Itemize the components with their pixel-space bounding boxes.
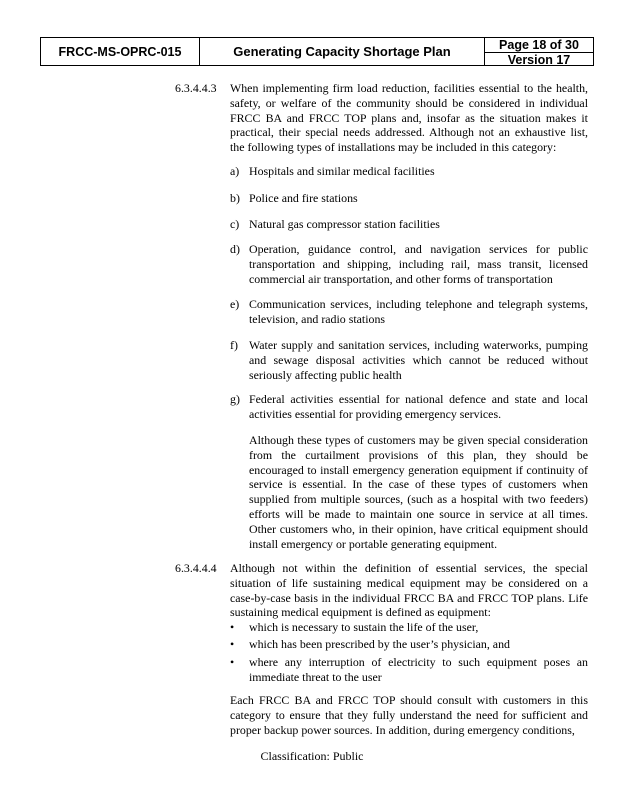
list-text: Communication services, including telephone and telegraph systems, television, and radio stations <box>249 297 588 326</box>
list-text: Operation, guidance control, and navigation services for public transportation and shipping, including rail, mass transit, licensed commercial air transportation, and other forms of transportation <box>249 242 588 286</box>
section-paragraph: When implementing firm load reduction, facilities essential to the health, safety, or welfare of the community should be considered in individual FRCC BA and FRCC TOP plans and, insofar as the situation makes it practical, their special needs addressed. Although not an exhaustive list, the following types of installations may be included in this category: <box>230 81 588 155</box>
section-number: 6.3.4.4.4 <box>175 561 217 575</box>
bullet-icon: • <box>230 637 235 651</box>
page-version-cell <box>485 38 593 65</box>
list-label: e) <box>230 297 240 311</box>
doc-title: Generating Capacity Shortage Plan <box>200 38 485 65</box>
list-label: g) <box>230 392 240 406</box>
list-text: Water supply and sanitation services, including waterworks, pumping and sewage disposal activities which cannot be reduced without seriously affecting public health <box>249 338 588 382</box>
list-text: Natural gas compressor station facilities <box>249 217 440 231</box>
document-header <box>40 37 594 66</box>
doc-id: FRCC-MS-OPRC-015 <box>41 38 200 65</box>
followup-paragraph: Although these types of customers may be given special consideration from the curtailment provisions of this plan, they should be encouraged to install emergency generation equipment if continuity of service is essential. In the case of these types of customers when supplied from multiple sources, (such as a hospital with two feeders) efforts will be made to maintain one source in service at all times. Other customers who, in their opinion, have critical equipment should install emergency or portable generating equipment. <box>249 433 588 551</box>
section-number: 6.3.4.4.3 <box>175 81 217 95</box>
bullet-icon: • <box>230 620 235 634</box>
list-text: Federal activities essential for national defence and state and local activities essential for providing emergency services. <box>249 392 588 421</box>
followup-paragraph: Each FRCC BA and FRCC TOP should consult with customers in this category to ensure that they fully understand the need for sufficient and proper backup power sources. In addition, during emergency conditions, <box>230 693 588 737</box>
bullet-text: where any interruption of electricity to such equipment poses an immediate threat to the user <box>249 655 588 684</box>
bullet-text: which has been prescribed by the user’s physician, and <box>249 637 510 651</box>
classification-footer: Classification: Public <box>260 749 364 763</box>
list-text: Hospitals and similar medical facilities <box>249 164 435 178</box>
version: Version 17 <box>507 53 571 67</box>
list-label: b) <box>230 191 240 205</box>
list-label: c) <box>230 217 240 231</box>
list-label: f) <box>230 338 238 352</box>
page-number: Page 18 of 30 <box>485 38 593 53</box>
section-paragraph: Although not within the definition of essential services, the special situation of life sustaining medical equipment may be considered on a case-by-case basis in the individual FRCC BA and FRCC TOP plans. Life sustaining medical equipment is defined as equipment: <box>230 561 588 620</box>
list-label: a) <box>230 164 240 178</box>
bullet-text: which is necessary to sustain the life of the user, <box>249 620 479 634</box>
list-text: Police and fire stations <box>249 191 358 205</box>
list-label: d) <box>230 242 240 256</box>
bullet-icon: • <box>230 655 235 669</box>
